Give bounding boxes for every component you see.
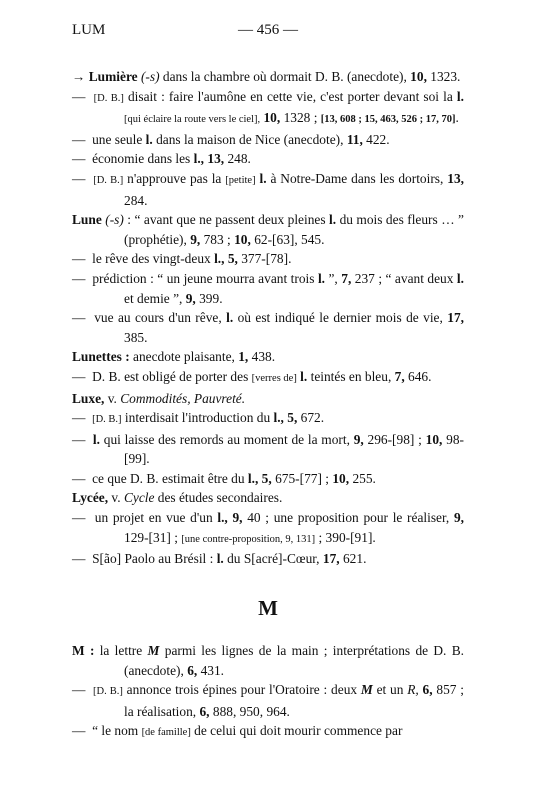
subentry: — le rêve des vingt-deux l., 5, 377-[78]. (72, 249, 464, 269)
subentry: — [D. B.] annonce trois épines pour l'Oratoire : deux M et un R, 6, 857 ; la réalisation, 6, 888, 950, 964. (72, 680, 464, 721)
subentry: — vue au cours d'un rêve, l. où est indiqué le dernier mois de vie, 17, 385. (72, 308, 464, 347)
subentry: — “ le nom [de famille] de celui qui doit mourir commence par (72, 721, 464, 743)
subentry: — [D. B.] disait : faire l'aumône en cette vie, c'est porter devant soi la l. [qui éclaire la route vers le ciel], 10, 1328 ; [13, 608 ; 15, 463, 526 ; 17, 70]. (72, 87, 464, 130)
subentry: — [D. B.] interdisait l'introduction du l., 5, 672. (72, 408, 464, 430)
entry-lycee: Lycée, v. Cycle des études secondaires. (72, 490, 283, 506)
subentry: — D. B. est obligé de porter des [verres de] l. teintés en bleu, 7, 646. (72, 367, 464, 389)
index-entries-l (72, 67, 464, 569)
subentry: — [D. B.] n'approuve pas la [petite] l. à Notre-Dame dans les dortoirs, 13, 284. (72, 169, 464, 210)
entry-luxe: Luxe, v. Commodités, Pauvreté. (72, 390, 246, 406)
section-letter: M (258, 596, 278, 620)
entry-m: M : la lettre M parmi les lignes de la main ; interprétations de D. B. (anecdote), 6, 431. (72, 643, 464, 678)
subentry: — un projet en vue d'un l., 9, 40 ; une proposition pour le réaliser, 9, 129-[31] ; [une contre-proposition, 9, 131] ; 390-[91]. (72, 508, 464, 549)
subentry: — une seule l. dans la maison de Nice (anecdote), 11, 422. (72, 130, 464, 150)
entry-lunettes: Lunettes : anecdote plaisante, 1, 438. (72, 349, 276, 365)
entry-lumiere: → Lumière (-s) dans la chambre où dormait D. B. (anecdote), 10, 1323. (72, 67, 464, 87)
subentry: — économie dans les l., 13, 248. (72, 149, 464, 169)
entry-lune: Lune (-s) : “ avant que ne passent deux pleines l. du mois des fleurs … ” (prophétie), 9, 783 ; 10, 62-[63], 545. (72, 212, 464, 247)
subentry: — l. qui laisse des remords au moment de la mort, 9, 296-[98] ; 10, 98-[99]. (72, 430, 464, 469)
subentry: — S[ão] Paolo au Brésil : l. du S[acré]-Cœur, 17, 621. (72, 549, 464, 569)
running-head: LUM (72, 22, 106, 38)
subentry: — prédiction : “ un jeune mourra avant trois l. ”, 7, 237 ; “ avant deux l. et demie ”, 9, 399. (72, 269, 464, 308)
index-entries-m (72, 641, 464, 743)
page-number: — 456 — (238, 22, 298, 38)
subentry: — ce que D. B. estimait être du l., 5, 675-[77] ; 10, 255. (72, 469, 464, 489)
